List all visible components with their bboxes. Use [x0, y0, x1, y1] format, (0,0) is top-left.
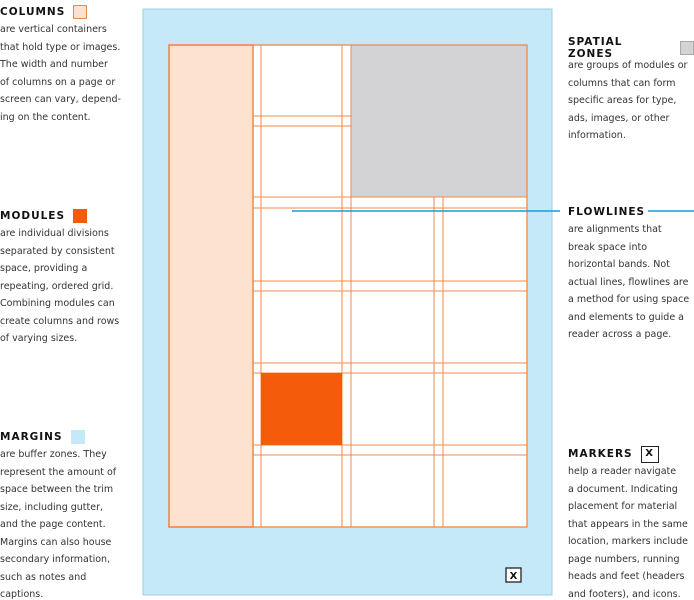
text-line: that hold type or images. — [0, 41, 121, 53]
flowlines-description — [568, 221, 694, 344]
text-line: of columns on a page or — [0, 76, 116, 88]
margins-swatch-icon — [71, 430, 85, 444]
flowlines-note — [568, 203, 694, 344]
margins-heading — [0, 428, 140, 446]
modules-title: MODULES — [0, 210, 66, 222]
text-line: Margins can also house — [0, 536, 112, 548]
text-line: page numbers, running — [568, 553, 680, 565]
text-line: are alignments that — [568, 224, 662, 235]
spatial-zones-title: SPATIAL ZONES — [568, 36, 623, 60]
text-line: horizontal bands. Not — [568, 259, 670, 270]
text-line: captions. — [0, 589, 44, 600]
margins-note — [0, 428, 140, 600]
text-line: reader across a page. — [568, 329, 672, 340]
text-line: and footers), and icons. — [568, 588, 681, 600]
text-line: break space into — [568, 241, 648, 253]
text-line: location, markers include — [568, 536, 689, 547]
markers-description — [568, 463, 694, 600]
text-line: specific areas for type, — [568, 95, 677, 106]
text-line: information. — [568, 130, 626, 141]
text-line: ing on the content. — [0, 111, 91, 123]
modules-swatch-icon — [73, 209, 87, 223]
spatial-zones-description — [568, 57, 694, 145]
spatial-zones-note — [568, 36, 694, 145]
columns-description — [0, 21, 140, 126]
text-line: create columns and rows — [0, 315, 120, 327]
text-line: ads, images, or other — [568, 112, 670, 124]
text-line: such as notes and — [0, 571, 87, 583]
markers-title: MARKERS — [568, 448, 633, 460]
text-line: actual lines, flowlines are — [568, 276, 689, 288]
text-line: heads and feet (headers — [568, 571, 685, 582]
text-line: space, providing a — [0, 263, 88, 274]
markers-note — [568, 445, 694, 600]
text-line: and the page content. — [0, 519, 106, 530]
flowlines-heading — [568, 203, 694, 221]
text-line: that appears in the same — [568, 518, 688, 530]
text-line: are individual divisions — [0, 228, 109, 239]
text-line: placement for material — [568, 501, 678, 512]
text-line: columns that can form — [568, 77, 676, 89]
text-line: separated by consistent — [0, 245, 115, 257]
text-line: are buffer zones. They — [0, 449, 107, 460]
spatial-zones-swatch-icon — [680, 41, 694, 55]
markers-heading — [568, 445, 694, 463]
text-line: represent the amount of — [0, 466, 117, 478]
text-line: a method for using space — [568, 294, 690, 305]
module-block — [261, 373, 342, 445]
text-line: are groups of modules or — [568, 60, 688, 71]
text-line: size, including gutter, — [0, 501, 104, 513]
columns-title: COLUMNS — [0, 6, 66, 18]
modules-heading — [0, 207, 140, 225]
text-line: and elements to guide a — [568, 311, 684, 323]
modules-description — [0, 225, 140, 348]
text-line: repeating, ordered grid. — [0, 280, 114, 292]
columns-swatch-icon — [73, 5, 87, 19]
text-line: The width and number — [0, 59, 108, 70]
text-line: help a reader navigate — [568, 466, 677, 477]
spatial-zones-heading — [568, 36, 694, 60]
columns-heading — [0, 3, 140, 21]
text-line: screen can vary, depend- — [0, 94, 121, 105]
text-line: of varying sizes. — [0, 333, 78, 344]
modules-note — [0, 207, 140, 348]
margins-description — [0, 446, 140, 600]
text-line: a document. Indicating — [568, 483, 678, 495]
flowlines-title: FLOWLINES — [568, 206, 646, 218]
page-marker-glyph: X — [509, 571, 518, 582]
highlighted-column — [169, 45, 253, 527]
text-line: secondary information, — [0, 554, 111, 565]
text-line: space between the trim — [0, 484, 114, 495]
spatial-zone-block — [351, 45, 527, 197]
marker-x-icon: X — [641, 446, 659, 463]
text-line: are vertical containers — [0, 24, 107, 35]
margins-title: MARGINS — [0, 431, 63, 443]
columns-note — [0, 3, 140, 126]
text-line: Combining modules can — [0, 298, 115, 309]
